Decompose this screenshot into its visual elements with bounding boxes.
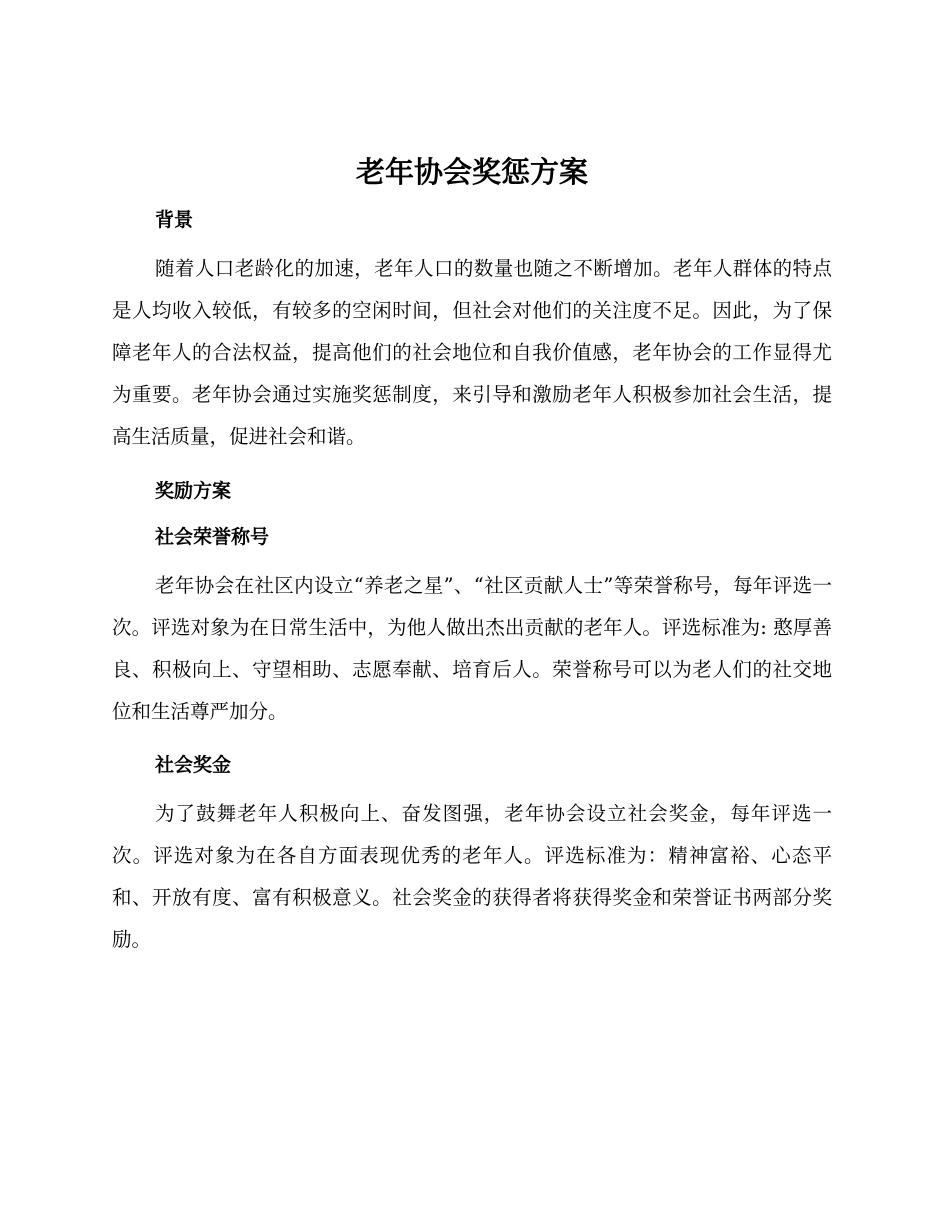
paragraph-honor-title: 老年协会在社区内设立“养老之星”、“社区贡献人士”等荣誉称号，每年评选一次。评选对象为在日常生活中，为他人做出杰出贡献的老年人。评选标准为: 憨厚善良、积极向上、守望相助、志愿奉献、培育后人。荣誉称号可以为老人们的社交地位和生活尊严加分。 [112, 574, 832, 723]
section-heading-honor-title: 社会荣誉称号 [155, 526, 270, 548]
paragraph-background: 随着人口老龄化的加速，老年人口的数量也随之不断增加。老年人群体的特点是人均收入较低，有较多的空闲时间，但社会对他们的关注度不足。因此，为了保障老年人的合法权益，提高他们的社会地位和自我价值感，老年协会的工作显得尤为重要。老年协会通过实施奖惩制度，来引导和激励老年人积极参加社会生活，提高生活质量，促进社会和谐。 [112, 257, 832, 448]
section-heading-reward-plan: 奖励方案 [155, 480, 232, 502]
document-page [112, 152, 832, 961]
paragraph-social-bonus: 为了鼓舞老年人积极向上、奋发图强，老年协会设立社会奖金，每年评选一次。评选对象为在各自方面表现优秀的老年人。评选标准为：精神富裕、心态平和、开放有度、富有积极意义。社会奖金的获得者将获得奖金和荣誉证书两部分奖励。 [112, 802, 832, 951]
section-heading-social-bonus: 社会奖金 [155, 754, 232, 776]
section-heading-background: 背景 [155, 209, 194, 231]
document-title: 老年协会奖惩方案 [355, 155, 588, 189]
